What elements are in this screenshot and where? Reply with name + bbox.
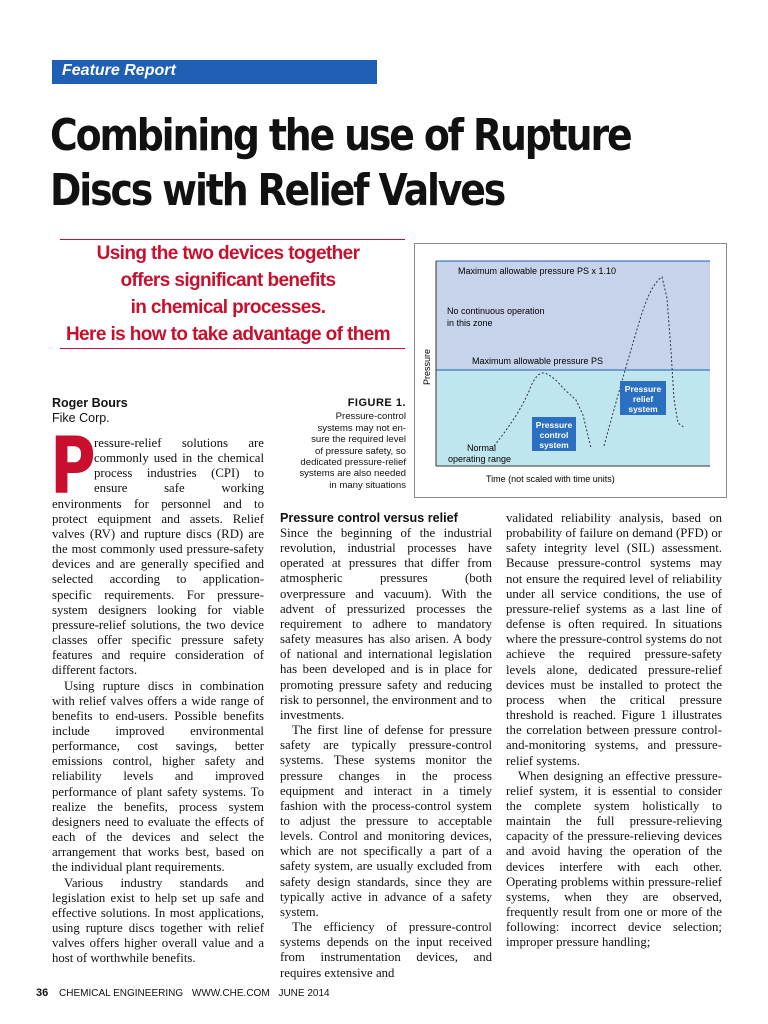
label-normal-2: operating range: [448, 454, 512, 464]
body-column-3: [506, 511, 722, 951]
author-company: Fike Corp.: [52, 411, 110, 425]
paragraph: Since the beginning of the industrial revolution, industrial processes have operated at pressures that differ from atmospheric pressures (both overpressure and vacuum). With the advent of pressurized processes the requirement to adhere to mandatory safety measures has also arisen. A body of national and international legislation has been developed and is in place for promoting pressure safety and reducing risk to personnel, the environment and to investments.: [280, 526, 492, 722]
deck-line: Using the two devices together: [96, 243, 360, 264]
caption-line: systems are also needed: [299, 468, 406, 480]
body-column-1: [50, 422, 264, 966]
prs-label: relief: [632, 394, 654, 404]
body-column-2: [280, 511, 492, 981]
paragraph: validated reliability analysis, based on probability of failure on demand (PFD) or safety integrity level (SIL) assessment. Because pressure-control systems may not ensure the required level of reliability under all service conditions, the use of pressure-relief systems as a last line of defense is often required. In situations where the pressure-control systems do not achieve the required pressure-safety levels alone, dedicated pressure-relief devices must be installed to protect the process when the critical pressure threshold is reached. Figure 1 illustrates the correlation between pressure control-and-monitoring systems, and pressure-relief systems.: [506, 511, 722, 768]
magazine-name: CHEMICAL ENGINEERING: [59, 988, 184, 999]
paragraph: ressure-relief solutions are commonly used in the chemical process industries (CPI) to ensure safe working environments for personnel and to protect equipment and assets. Relief valves (RV) and rupture discs (RD) are the most commonly used pressure-safety devices and are generally specified and selected according to application-specific requirements. For pressure-system designers looking for viable pressure-relief solutions, the two device classes offer specific pressure safety features and require consideration of different factors.: [52, 436, 264, 678]
label-y-axis: Pressure: [422, 348, 432, 385]
figure-1-diagram: [414, 243, 727, 498]
page-footer: [36, 987, 336, 999]
caption-line: dedicated pressure-relief: [300, 457, 406, 469]
caption-line: of pressure safety, so: [314, 445, 406, 457]
issue-date: JUNE 2014: [278, 988, 330, 999]
magazine-url: WWW.CHE.COM: [191, 988, 270, 999]
label-max-ps: Maximum allowable pressure PS: [472, 356, 604, 366]
psc-label: control: [539, 430, 569, 440]
paragraph: The first line of defense for pressure safety are typically pressure-control systems. These systems monitor the pressure changes in the process equipment and interact in a timely fashion with the process-control system to adjust the pressure to acceptable levels. Control and monitoring devices, which are not specifically a part of a safety system, are usually excluded from safety design standards, since they are typically active in advance of a safety system.: [280, 723, 492, 919]
label-x-axis: Time (not scaled with time units): [486, 474, 615, 484]
author-name: Roger Bours: [52, 396, 128, 410]
deck-rule-bottom: [60, 348, 405, 349]
deck-line: Here is how to take advantage of them: [65, 324, 391, 345]
psc-label: Pressure: [535, 420, 573, 430]
figure-caption: [288, 398, 406, 491]
figure-label: FIGURE 1.: [347, 397, 406, 409]
deck-line: offers significant benefits: [120, 270, 336, 291]
caption-line: systems may not en-: [317, 422, 406, 434]
caption-line: in many situations: [329, 479, 406, 491]
prs-label: Pressure: [624, 384, 662, 394]
paragraph: Using rupture discs in combination with relief valves offers a wide range of benefits to end-users. Possible benefits include improved environmental performance, cost savings, better emissions control, higher safety and reliability levels and improved performance of plant safety systems. To realize the benefits, process system designers need to evaluate the effects of each of the devices and select the arrangement that works best, based on the individual plant requirements.: [52, 678, 264, 875]
paragraph: When designing an effective pressure-relief system, it is essential to consider the complete system holistically to maintain the full pressure-relieving capacity of the pressure-relieving devices and avoid having the operation of the devices interfere with each other. Operating problems within pressure-relief systems, when they are observed, frequently result from one or more of the following: incorrect device selection; improper pressure handling;: [506, 768, 722, 950]
title-line-2: Discs with Relief Valves: [50, 165, 505, 216]
caption-line: sure the required level: [311, 434, 406, 446]
label-no-op-2: in this zone: [447, 318, 493, 328]
article-deck: [52, 240, 404, 348]
deck-line: in chemical processes.: [130, 297, 326, 318]
paragraph: The efficiency of pressure-control systems depends on the input received from instrumentation devices, and requires extensive and: [280, 920, 492, 980]
article-title: [50, 108, 652, 218]
paragraph: Various industry standards and legislation exist to help set up safe and effective solutions. In most applications, using rupture discs together with relief valves offers higher overall value and a host of worthwhile benefits.: [52, 875, 264, 966]
prs-label: system: [628, 404, 658, 414]
section-heading: Pressure control versus relief: [280, 511, 458, 525]
section-tag-label: Feature Report: [62, 62, 176, 79]
caption-line: Pressure-control: [335, 411, 406, 423]
label-normal-1: Normal: [467, 443, 497, 453]
label-no-op-1: No continuous operation: [447, 306, 545, 316]
page-number: 36: [36, 987, 49, 999]
drop-cap: P: [50, 422, 96, 512]
label-max-110: Maximum allowable pressure PS x 1.10: [458, 266, 617, 276]
psc-label: system: [539, 440, 569, 450]
title-line-1: Combining the use of Rupture: [50, 110, 631, 161]
section-tag: [52, 60, 377, 84]
